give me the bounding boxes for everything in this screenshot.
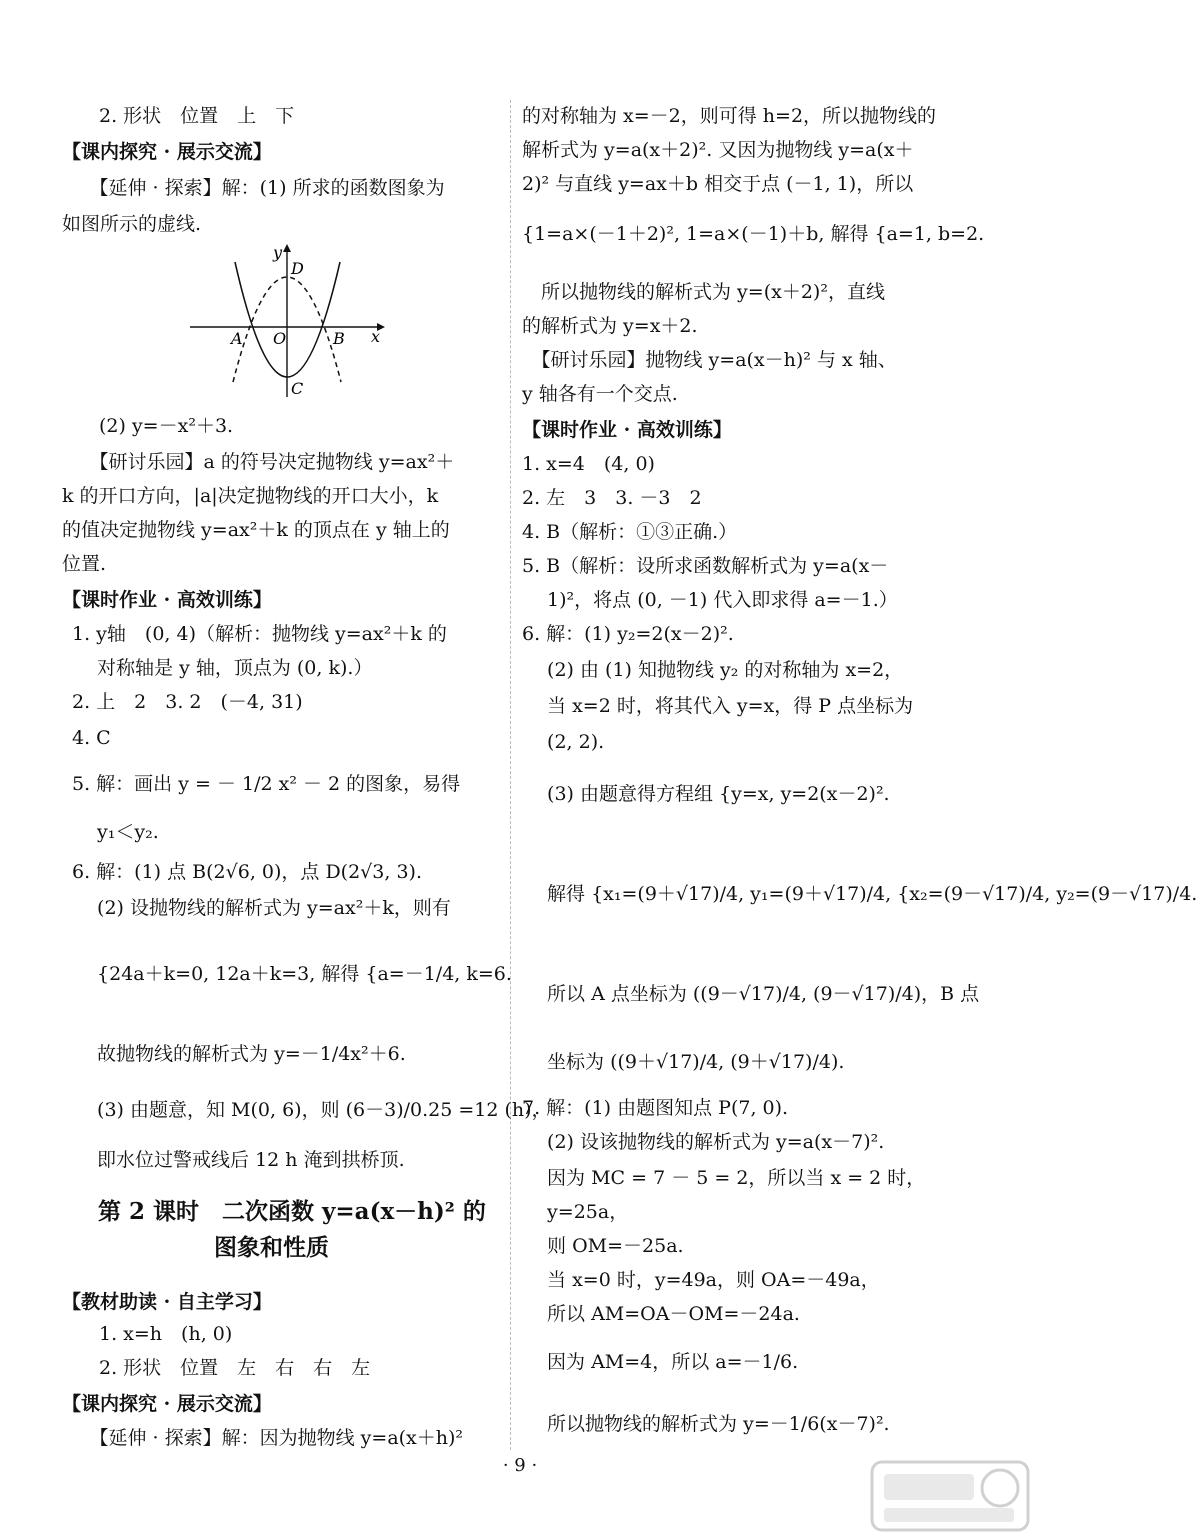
right-line-21: 坐标为 ((9＋√17)/4, (9＋√17)/4).: [522, 1051, 845, 1073]
left-line-28: 【延伸 · 探索】解：因为抛物线 y=a(x＋h)²: [80, 1427, 464, 1449]
right-line-18: (3) 由题意得方程组 {y=x, y=2(x－2)².: [522, 783, 890, 805]
right-line-20: 所以 A 点坐标为 ((9－√17)/4, (9－√17)/4)，B 点: [522, 983, 980, 1005]
point-label-a: A: [231, 329, 243, 348]
right-line-10: 2. 左 3 3. －3 2: [522, 487, 702, 509]
right-line-27: 当 x=0 时，y=49a，则 OA=－49a，: [522, 1269, 880, 1291]
left-line-4: (2) y=－x²＋3.: [80, 415, 234, 437]
axis-x-label: x: [371, 327, 381, 346]
left-line-14: 5. 解：画出 y = － 1/2 x² － 2 的图象，易得: [72, 773, 461, 795]
left-line-15: y₁＜y₂.: [72, 821, 159, 843]
right-line-23: (2) 设该抛物线的解析式为 y=a(x－7)².: [522, 1131, 885, 1153]
left-line-2: 【延伸 · 探索】解：(1) 所求的函数图象为: [80, 177, 445, 199]
point-label-c: C: [291, 379, 304, 398]
page-number: · 9 ·: [502, 1455, 538, 1476]
point-label-b: B: [333, 329, 345, 348]
left-line-6: k 的开口方向，|a|决定抛物线的开口大小，k: [62, 485, 439, 507]
right-line-4: 所以抛物线的解析式为 y=(x＋2)²，直线: [522, 281, 885, 303]
right-line-28: 所以 AM=OA－OM=－24a.: [522, 1303, 800, 1325]
watermark-logo: [870, 1460, 1030, 1532]
left-line-21: 即水位过警戒线后 12 h 淹到拱桥顶.: [72, 1149, 405, 1171]
left-line-26: 2. 形状 位置 左 右 右 左: [80, 1357, 371, 1379]
right-line-0: 的对称轴为 x=－2，则可得 h=2，所以抛物线的: [522, 105, 937, 127]
right-line-2: 2)² 与直线 y=ax＋b 相交于点 (－1, 1)，所以: [522, 173, 914, 195]
left-line-0: 2. 形状 位置 上 下: [80, 105, 295, 127]
right-line-7: y 轴各有一个交点.: [522, 383, 678, 405]
left-line-9: 【课时作业 · 高效训练】: [62, 589, 272, 611]
right-line-1: 解析式为 y=a(x＋2)². 又因为抛物线 y=a(x＋: [522, 139, 914, 161]
left-line-16: 6. 解：(1) 点 B(2√6, 0)，点 D(2√3, 3).: [72, 861, 422, 883]
point-label-d: D: [291, 259, 304, 278]
left-line-5: 【研讨乐园】a 的符号决定抛物线 y=ax²＋: [80, 451, 455, 473]
left-line-27: 【课内探究 · 展示交流】: [62, 1393, 272, 1415]
left-line-11: 对称轴是 y 轴，顶点为 (0, k).）: [72, 657, 373, 679]
right-line-11: 4. B（解析：①③正确.）: [522, 521, 738, 543]
left-line-13: 4. C: [72, 727, 111, 749]
right-line-16: 当 x=2 时，将其代入 y=x，得 P 点坐标为: [522, 695, 914, 717]
column-divider: [510, 100, 511, 1450]
left-line-10: 1. y轴 (0, 4)（解析：抛物线 y=ax²＋k 的: [72, 623, 447, 645]
lesson-title-line-2: 图象和性质: [214, 1234, 329, 1261]
axis-y-label: y: [273, 243, 283, 262]
right-line-9: 1. x=4 (4, 0): [522, 453, 655, 475]
left-line-12: 2. 上 2 3. 2 (－4, 31): [72, 691, 303, 713]
left-line-18: {24a＋k=0, 12a＋k=3, 解得 {a=－1/4, k=6.: [72, 963, 512, 985]
right-line-3: {1=a×(－1＋2)², 1=a×(－1)＋b, 解得 {a=1, b=2.: [522, 223, 985, 245]
right-line-14: 6. 解：(1) y₂=2(x－2)².: [522, 623, 734, 645]
left-line-7: 的值决定抛物线 y=ax²＋k 的顶点在 y 轴上的: [62, 519, 450, 541]
right-line-15: (2) 由 (1) 知抛物线 y₂ 的对称轴为 x=2，: [522, 659, 904, 681]
lesson-title-line-1: 第 2 课时 二次函数 y=a(x－h)² 的: [98, 1198, 486, 1225]
right-line-6: 【研讨乐园】抛物线 y=a(x－h)² 与 x 轴、: [522, 349, 897, 371]
left-line-25: 1. x=h (h, 0): [80, 1323, 233, 1345]
right-line-24: 因为 MC = 7 － 5 = 2，所以当 x = 2 时，: [522, 1167, 926, 1189]
right-line-30: 所以抛物线的解析式为 y=－1/6(x－7)².: [522, 1413, 890, 1435]
right-line-13: 1)²，将点 (0, －1) 代入即求得 a=－1.）: [522, 589, 898, 611]
right-line-26: 则 OM=－25a.: [522, 1235, 684, 1257]
right-line-5: 的解析式为 y=x＋2.: [522, 315, 698, 337]
right-line-12: 5. B（解析：设所求函数解析式为 y=a(x－: [522, 555, 889, 577]
point-label-o: O: [273, 329, 287, 348]
left-line-19: 故抛物线的解析式为 y=－1/4x²＋6.: [72, 1043, 406, 1065]
right-line-17: (2, 2).: [522, 731, 605, 753]
left-line-1: 【课内探究 · 展示交流】: [62, 141, 272, 163]
right-line-8: 【课时作业 · 高效训练】: [522, 419, 732, 441]
left-line-3: 如图所示的虚线.: [62, 213, 202, 235]
left-line-8: 位置.: [62, 553, 107, 575]
parabola-figure: [185, 242, 385, 402]
right-line-25: y=25a，: [522, 1201, 629, 1223]
right-line-19: 解得 {x₁=(9＋√17)/4, y₁=(9＋√17)/4, {x₂=(9－√17)/4, y₂=(9－√17)/4.: [522, 883, 1197, 905]
right-line-22: 7. 解：(1) 由题图知点 P(7, 0).: [522, 1097, 789, 1119]
left-line-17: (2) 设抛物线的解析式为 y=ax²＋k，则有: [72, 897, 451, 919]
left-line-20: (3) 由题意，知 M(0, 6)，则 (6－3)/0.25 =12 (h)，: [72, 1099, 551, 1121]
right-line-29: 因为 AM=4，所以 a=－1/6.: [522, 1351, 799, 1373]
left-line-24: 【教材助读 · 自主学习】: [62, 1291, 272, 1313]
